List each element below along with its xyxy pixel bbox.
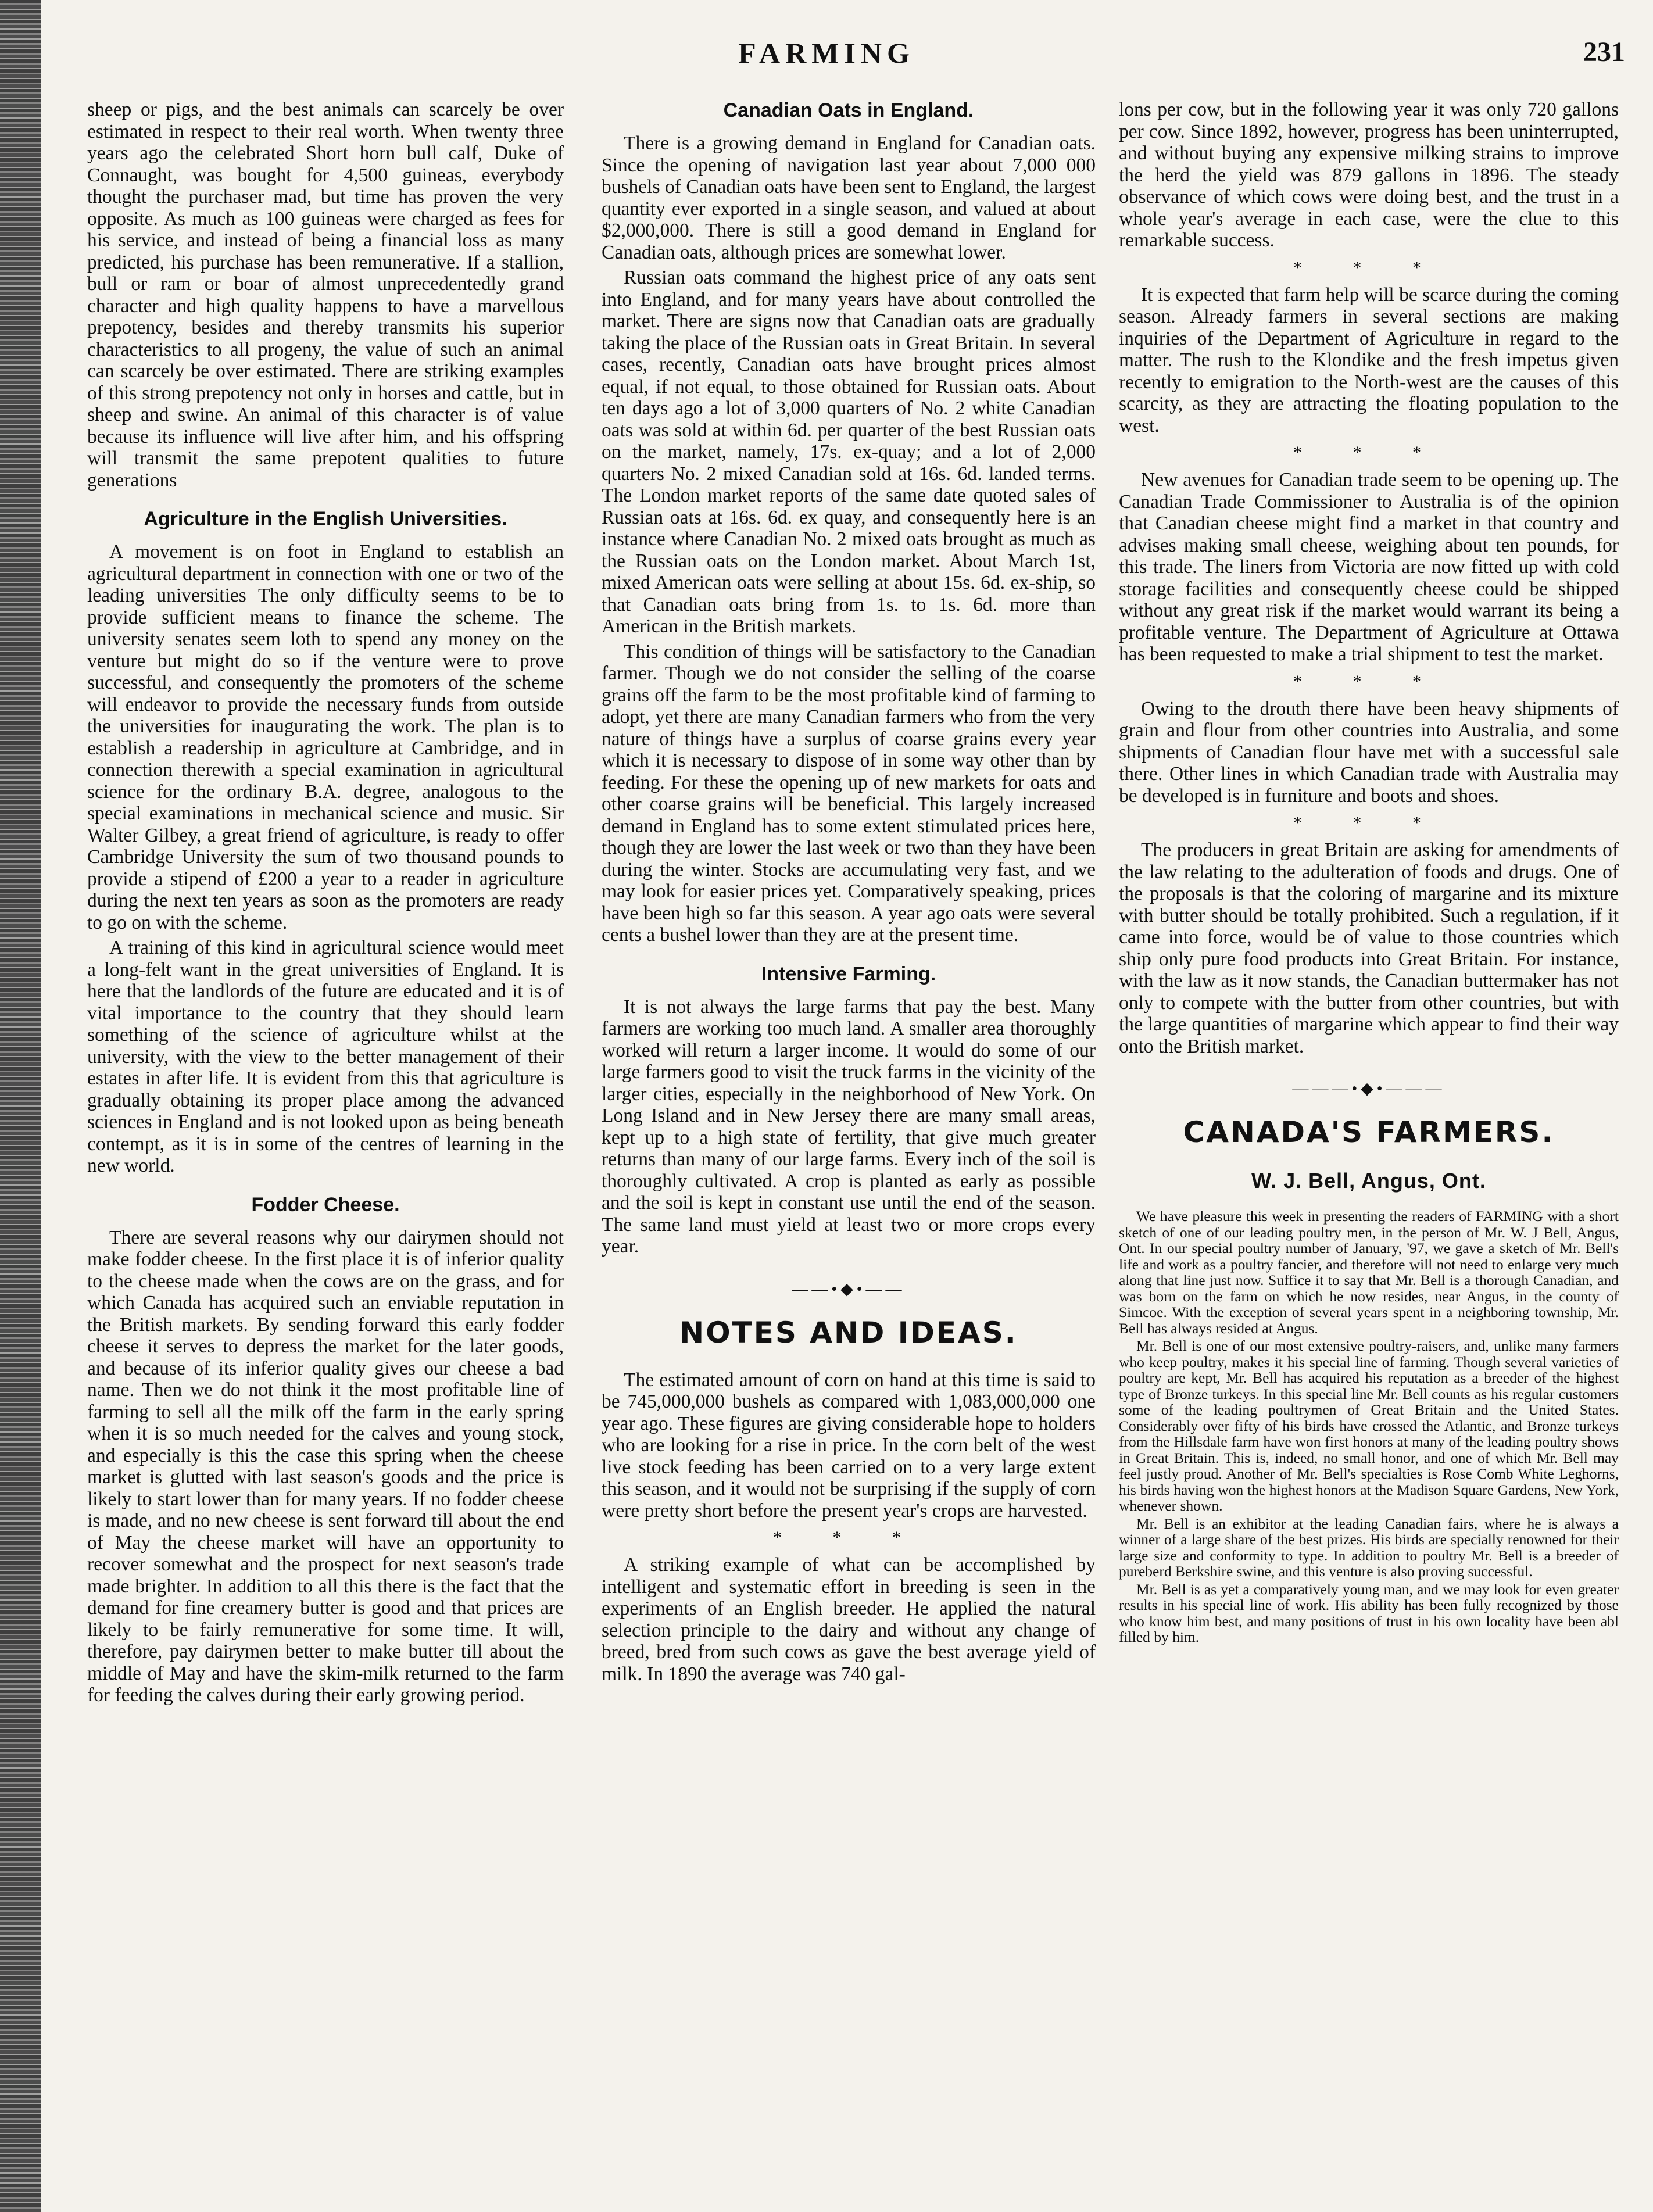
paragraph-intensive-farming: It is not always the large farms that pay the best. Many farmers are working too much land. A smaller area thoroughly worked will return a larger income. It would do some of our large farmers good to visit the truck farms in the vicinity of the larger cities, especially in the neighborhood of New York. On Long Island and in New Jersey there are many small areas, kept up to a high state of fertility, that give much greater returns than many of our large farms. Every inch of the soil is thoroughly cultivated. A crop is planted as early as possible and the soil is kept in constant use until the end of the season. The same land must yield at least two or more crops every year. <box>602 996 1096 1257</box>
paragraph-bell-2: Mr. Bell is one of our most extensive poultry-raisers, and, unlike many farmers who keep poultry, makes it his special line of farming. Though several varieties of poultry are kept, Mr. Bell has acquired his reputation as a breeder of the highest type of Bronze turkeys. In this special line Mr. Bell counts as his regular customers some of the leading poultrymen of Great Britain and the United States. Considerably over fifty of his birds have crossed the Atlantic, and Bronze turkeys from the Hillsdale farm have won first honors at many of the leading poultry shows in Great Britain. This is, indeed, no small honor, and one of which Mr. Bell may feel justly proud. Another of Mr. Bell's specialties is Rose Comb White Leghorns, his birds having won the highest honors at the Madison Square Gardens, New York, whenever shown. <box>1119 1337 1619 1514</box>
paragraph-universities-2: A training of this kind in agricultural science would meet a long-felt want in the great universities of England. It is here that the landlords of the future are educated and it is of vital importance to the country that they should learn something of the science of agriculture whilst at the university, with the view to the better management of their estates in after life. It is evident from this that agriculture is gradually obtaining its proper place among the advanced sciences in England and is not looked upon as being beneath contempt, as it is in some of the centres of learning in the new world. <box>87 937 564 1176</box>
paragraph-oats-2: Russian oats command the highest price of any oats sent into England, and for many years have about controlled the market. There are signs now that Canadian oats are gradually taking the place of the Russian oats in Great Britain. In several cases, recently, Canadian oats have brought prices almost equal, if not equal, to those obtained for Russian oats. About ten days ago a lot of 3,000 quarters of No. 2 white Canadian oats was sold at within 6d. per quarter of the best Russian oats on the market, namely, 17s. ex-quay; and a lot of 2,000 quarters No. 2 mixed Canadian sold at 16s. 6d. landed terms. The London market reports of the same date quoted sales of Russian oats at 16s. 6d. ex quay, and consequently here is an instance where Canadian No. 2 mixed oats brought as much as the Russian oats on the London market. About March 1st, mixed American oats were selling at about 15s. 6d. ex-ship, so that Canadian oats bring from 1s. to 1s. 6d. more than American in the British markets. <box>602 267 1096 637</box>
byline-w-j-bell: W. J. Bell, Angus, Ont. <box>1251 1169 1486 1193</box>
heading-notes-and-ideas: NOTES AND IDEAS. <box>679 1315 1018 1350</box>
asterism: * * * <box>1293 443 1444 462</box>
asterism: * * * <box>1293 671 1444 691</box>
asterism: * * * <box>1293 813 1444 832</box>
paragraph-producers: The producers in great Britain are asking for amendments of the law relating to the adulteration of foods and drugs. One of the proposals is that the coloring of margarine and its mixture with butter should be totally prohibited. Such a regulation, if it came into force, would be of value to those countries which ship only pure food products into Great Britain. For instance, with the law as it now stands, the Canadian buttermaker has not only to compete with the butter from other countries, but with the large quantities of margarine which appear to find their way onto the British market. <box>1119 839 1619 1057</box>
heading-intensive-farming: Intensive Farming. <box>761 962 936 985</box>
ornament-divider: ———•◆•——— <box>1292 1080 1446 1098</box>
paragraph-oats-1: There is a growing demand in England for Canadian oats. Since the opening of navigation last year about 7,000 000 bushels of Canadian oats have been sent to England, the largest quantity ever exported in a single season, and valued at about $2,000,000. There is still a good demand in England for Canadian oats, although prices are somewhat lower. <box>602 133 1096 263</box>
bell-article <box>1119 1208 1619 1645</box>
paragraph-prepotency: sheep or pigs, and the best animals can scarcely be over estimated in respect to their real worth. When twenty three years ago the celebrated Short horn bull calf, Duke of Connaught, was bought for 4,500 guineas, everybody thought the purchaser mad, but time has proven the very opposite. As much as 100 guineas were charged as fees for his service, and instead of being a financial loss as many predicted, his purchase has been remunerative. If a stallion, bull or ram or boar of almost unprecedentedly grand character and high quality happens to have a marvellous prepotency, besides and thereby transmits his superior characteristics to all progeny, the value of such an animal can scarcely be over estimated. There are striking examples of this strong prepotency not only in horses and cattle, but in sheep and swine. An animal of this character is of value because its influence will live after him, and his offspring will transmit the same prepotent qualities to future generations <box>87 99 564 491</box>
running-title: FARMING <box>738 37 915 69</box>
ornament-divider: ——•◆•—— <box>792 1280 906 1298</box>
paragraph-new-avenues: New avenues for Canadian trade seem to be opening up. The Canadian Trade Commissioner to Australia is of the opinion that Canadian cheese might find a market in that country and advises making small cheese, weighing about ten pounds, for this trade. The liners from Victoria are now fitted up with cold storage facilities and consequently cheese could be shipped without any great risk if the market would warrant its being a profitable venture. The Department of Agriculture at Ottawa has been requested to make a trial shipment to test the market. <box>1119 469 1619 665</box>
heading-agriculture-universities: Agriculture in the English Universities. <box>144 508 507 530</box>
paragraph-breeding: A striking example of what can be accomplished by intelligent and systematic effort in breeding is seen in the experiments of an English breeder. He applied the natural selection principle to the dairy and without any change of breed, bred from such cows as gave the best average yield of milk. In 1890 the average was 740 gal- <box>602 1554 1096 1685</box>
paragraph-fodder-cheese: There are several reasons why our dairymen should not make fodder cheese. In the first place it is of inferior quality to the cheese made when the cows are on the grass, and for which Canada has acquired such an enviable reputation in the British markets. By sending forward this early fodder cheese it serves to depress the market for the later goods, and because of its inferior quality gives our cheese a bad name. Then we do not think it the most profitable line of farming to sell all the milk off the farm in the early spring when it is so much needed for the calves and young stock, and especially is this the case this spring when the cheese market is glutted with last season's goods and the price is likely to start lower than for many years. If no fodder cheese is made, and no new cheese is sent forward till about the end of May the cheese market will have an opportunity to recover somewhat and the prospect for next season's trade made brighter. In addition to all this there is the fact that the demand for fine creamery butter is good and that prices are likely to be fairly remunerative for some time. It will, therefore, pay dairymen better to make butter till about the middle of May and have the skim-milk returned to the farm for feeding the calves during their early growing period. <box>87 1226 564 1706</box>
asterism: * * * <box>1293 257 1444 277</box>
paragraph-universities-1: A movement is on foot in England to establish an agricultural department in connection with one or two of the leading universities The only difficulty seems to be to provide sufficient means to finance the scheme. The university senates seem loth to spend any money on the venture but might do so if the venture were to prove successful, and consequently the promoters of the scheme will endeavor to provide the necessary funds from outside the universities for inaugurating the work. The plan is to establish a readership in agriculture at Cambridge, and in connection therewith a special examination in agricultural science for the ordinary B.A. degree, analogous to the special examinations in mechanical science and music. Sir Walter Gilbey, a great friend of agriculture, is ready to offer Cambridge University the sum of two thousand pounds to provide a stipend of £200 a year to a reader in agriculture during the next ten years as soon as the promoters are ready to go on with the scheme. <box>87 541 564 933</box>
paragraph-bell-4: Mr. Bell is as yet a comparatively young man, and we may look for even greater results in his special line of work. His ability has been fully recognized by those who know him best, and many positions of trust in his own locality have been abl filled by him. <box>1119 1580 1619 1645</box>
column-2 <box>602 99 1096 2197</box>
column-1 <box>87 99 564 2197</box>
heading-canadas-farmers: CANADA'S FARMERS. <box>1183 1115 1555 1149</box>
paragraph-oats-3: This condition of things will be satisfactory to the Canadian farmer. Though we do not consider the selling of the coarse grains off the farm to be the most profitable kind of farming to adopt, yet there are many Canadian farmers who from the very nature of things have a surplus of coarse grains every year which it is necessary to dispose of in some way other than by feeding. For these the opening up of new markets for oats and other coarse grains will be beneficial. This largely increased demand in England has to some extent stimulated prices here, though they are lower the last week or two than they have been during the winter. Stocks are accumulating very fast, and we may look for easier prices yet. Comparatively speaking, prices have been high so far this season. A year ago oats were several cents a bushel lower than they are at the present time. <box>602 640 1096 946</box>
paragraph-farm-help: It is expected that farm help will be scarce during the coming season. Already farmers in several sections are making inquiries of the Department of Agriculture in regard to the matter. The rush to the Klondike and the fresh impetus given recently to emigration to the North-west are the causes of this scarcity, as they are attracting the floating population to the west. <box>1119 284 1619 436</box>
heading-fodder-cheese: Fodder Cheese. <box>251 1193 400 1216</box>
column-3 <box>1119 99 1619 2197</box>
heading-canadian-oats: Canadian Oats in England. <box>723 99 974 121</box>
book-spine-edge <box>0 0 41 2212</box>
paragraph-corn: The estimated amount of corn on hand at this time is said to be 745,000,000 bushels as compared with 1,083,000,000 one year ago. These figures are giving considerable hope to holders who are looking for a rise in price. In the corn belt of the west live stock feeding has been carried on to a very large extent this season, and it would not be surprising if the supply of corn were pretty short before the present year's crops are harvested. <box>602 1369 1096 1522</box>
paragraph-bell-3: Mr. Bell is an exhibitor at the leading Canadian fairs, where he is always a winner of a large share of the best prizes. His birds are specially renowned for their large size and conformity to type. In addition to poultry Mr. Bell is a breeder of pureberd Berkshire swine, and this venture is also proving successful. <box>1119 1515 1619 1580</box>
asterism: * * * <box>773 1528 924 1547</box>
paragraph-bell-1: We have pleasure this week in presenting the readers of FARMING with a short sketch of one of our leading poultry men, in the person of Mr. W. J Bell, Angus, Ont. In our special poultry number of January, '97, we gave a sketch of Mr. Bell's life and work as a poultry fancier, and therefore will not need to enlarge very much along that line just now. Suffice it to say that Mr. Bell is a thorough Canadian, and was born on the farm on which he now resides, near Angus, in the county of Simcoe. With the exception of several years spent in a neighboring township, Mr. Bell has always resided at Angus. <box>1119 1208 1619 1337</box>
paragraph-drouth: Owing to the drouth there have been heavy shipments of grain and flour from other countries into Australia, and some shipments of Canadian flour have met with a successful sale there. Other lines in which Canadian trade with Australia may be developed is in furniture and boots and shoes. <box>1119 697 1619 807</box>
paragraph-breeding-continued: lons per cow, but in the following year it was only 720 gallons per cow. Since 1892, however, progress has been uninterrupted, and without buying any expensive milking strains to improve the herd the yield was 879 gallons in 1896. The steady observance of which cows were doing best, and the trust in a whole year's average in each case, were the clue to this remarkable success. <box>1119 99 1619 251</box>
page-number: 231 <box>1583 37 1625 67</box>
